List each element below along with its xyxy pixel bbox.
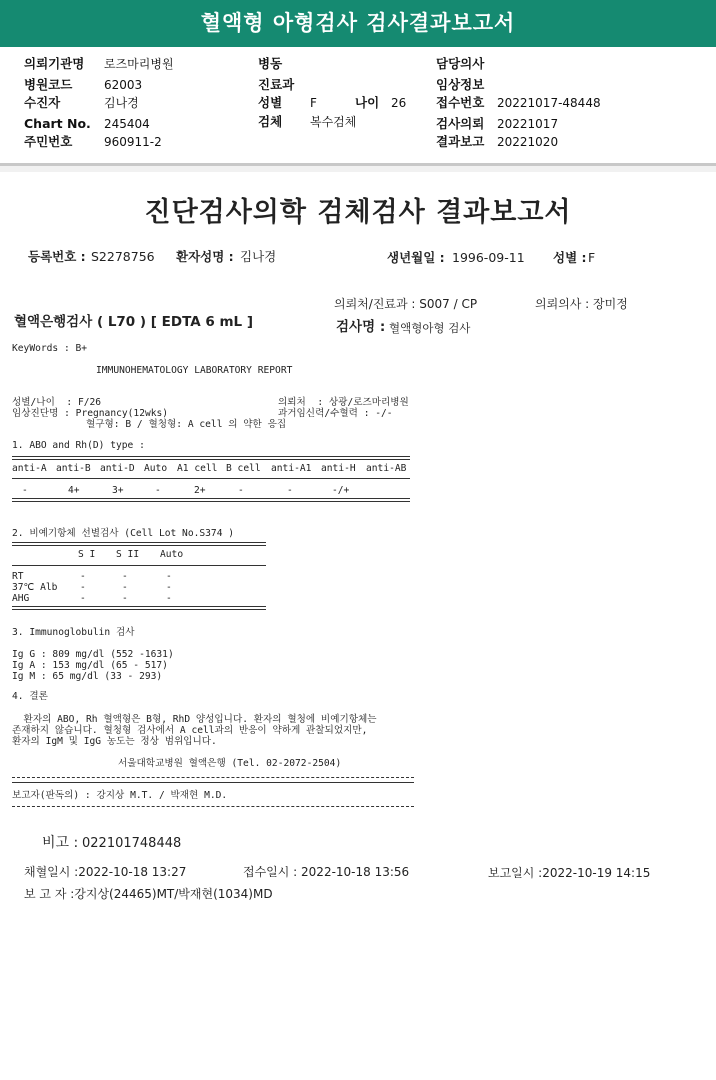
abo-value-6: - [287,485,293,496]
header-value-institution: 로즈마리병원 [104,57,174,71]
header-divider-shadow [0,166,716,172]
referring-doctor: 의뢰의사 : 장미정 [535,297,628,311]
header-label-dept: 진료과 [258,77,295,92]
patient-value: 김나경 [240,249,277,264]
collected-time: 채혈일시 :2022-10-18 13:27 [24,865,187,879]
clinical-dx: 임상진단명 : Pregnancy(12wks) [12,408,169,419]
abo-value-0: - [22,485,28,496]
abo-header-1: anti-B [56,463,91,474]
abo-rule-top [12,456,410,460]
header-value-age: 26 [391,96,407,110]
lab-title: IMMUNOHEMATOLOGY LABORATORY REPORT [96,365,293,376]
header-label-patient: 수진자 [24,95,61,110]
header-label-request: 검사의뢰 [436,116,485,131]
report-sex-value: F [588,250,596,265]
header-label-ward: 병동 [258,56,283,71]
screen-cell-0-2: - [166,571,172,582]
header-value-hospital-code: 62003 [104,78,143,92]
abo-value-4: 2+ [194,485,206,496]
screen-cell-1-2: - [166,582,172,593]
abo-header-6: anti-A1 [271,463,312,474]
footer-rule-2 [12,782,414,783]
abo-value-7: -/+ [332,485,350,496]
report-banner [0,0,716,47]
section-abo: 1. ABO and Rh(D) type : [12,440,145,451]
section-conclusion: 4. 결론 [12,691,48,702]
transfusion-history: 과거임신력/수혈력 : -/- [278,408,393,419]
header-label-clinical: 임상정보 [436,77,485,92]
referral-line: 의뢰처/진료과 : S007 / CP [334,297,478,311]
abo-header-4: A1 cell [177,463,218,474]
header-value-id: 960911-2 [104,135,162,149]
abo-value-5: - [238,485,244,496]
header-value-chart: 245404 [104,117,150,131]
dob-value: 1996-09-11 [452,250,525,265]
screen-cell-0-0: - [80,571,86,582]
screen-cell-2-0: - [80,593,86,604]
header-label-sex: 성별 [258,95,283,110]
patient-label: 환자성명 : [176,249,234,264]
screen-rule-bottom [12,606,266,610]
abo-header-2: anti-D [100,463,135,474]
test-name-label: 검사명 : [336,319,386,335]
screen-cell-0-1: - [122,571,128,582]
abo-value-2: 3+ [112,485,124,496]
screen-cell-1-0: - [80,582,86,593]
screen-row-label-2: AHG [12,593,30,604]
abo-header-5: B cell [226,463,261,474]
footer-rule-3 [12,806,414,807]
screen-header-1: S II [116,549,140,560]
screen-row-label-1: 37℃ Alb [12,582,58,593]
remark-label: 비고 : [42,835,79,851]
header-label-age: 나이 [355,95,380,110]
abo-header-7: anti-H [321,463,356,474]
banner-title: 혈액형 아형검사 검사결과보고서 [200,11,516,35]
referrer: 의뢰처 : 상광/로즈마리병원 [278,397,409,408]
lab-footer: 서울대학교병원 혈액은행 (Tel. 02-2072-2504) [118,758,342,769]
header-label-doctor: 담당의사 [436,56,485,71]
header-value-request: 20221017 [497,117,559,131]
ig-a: Ig A : 153 mg/dl (65 - 517) [12,660,168,671]
screen-rule-mid [12,565,266,566]
ig-g: Ig G : 809 mg/dl (552 -1631) [12,649,174,660]
header-label-hospital-code: 병원코드 [24,77,73,92]
footer-rule-1 [12,777,414,778]
header-value-specimen: 복수검체 [310,115,357,129]
section-antibody-screen: 2. 비예기항체 선별검사 (Cell Lot No.S374 ) [12,528,235,539]
blood-type-line: 혈구형: B / 혈청형: A cell 의 약한 응집 [86,419,287,430]
section-immunoglobulin: 3. Immunoglobulin 검사 [12,627,135,638]
header-value-patient: 김나경 [104,96,139,110]
screen-header-2: Auto [160,549,184,560]
conclusion-line-2: 존재하지 않습니다. 혈청형 검사에서 A cell과의 반응이 약하게 관찰되었지만, [12,725,368,736]
header-value-result: 20221020 [497,135,559,149]
header-value-receipt: 20221017-48448 [497,96,601,110]
report-title: 진단검사의학 검체검사 결과보고서 [144,197,572,228]
header-label-specimen: 검체 [258,114,283,129]
abo-rule-mid [12,478,410,479]
abo-header-3: Auto [144,463,168,474]
abo-header-8: anti-AB [366,463,407,474]
reporter-line: 보고자(판독의) : 강지상 M.T. / 박재현 M.D. [12,790,228,801]
abo-value-3: - [155,485,161,496]
remark-value: 022101748448 [82,836,182,851]
reporter-footer: 보 고 자 :강지상(24465)MT/박재현(1034)MD [24,887,273,901]
test-name-value: 혈액형아형 검사 [389,321,471,335]
reported-time: 보고일시 :2022-10-19 14:15 [488,866,651,880]
report-sex-label: 성별 : [553,250,587,265]
reg-label: 등록번호 : [28,249,86,264]
screen-row-label-0: RT [12,571,24,582]
conclusion-line-3: 환자의 IgM 및 IgG 농도는 정상 범위입니다. [12,736,217,747]
header-label-receipt: 접수번호 [436,95,485,110]
header-label-result: 결과보고 [436,134,485,149]
header-value-sex: F [310,96,317,110]
screen-rule-top [12,542,266,546]
sex-age: 성별/나이 : F/26 [12,397,102,408]
abo-value-1: 4+ [68,485,80,496]
abo-header-0: anti-A [12,463,47,474]
dob-label: 생년월일 : [387,250,445,265]
ig-m: Ig M : 65 mg/dl (33 - 293) [12,671,163,682]
screen-header-0: S I [78,549,96,560]
section-title: 혈액은행검사 ( L70 ) [ EDTA 6 mL ] [14,314,254,330]
screen-cell-2-1: - [122,593,128,604]
received-time: 접수일시 : 2022-10-18 13:56 [243,865,410,879]
header-label-institution: 의뢰기관명 [24,56,85,71]
conclusion-line-1: 환자의 ABO, Rh 혈액형은 B형, RhD 양성입니다. 환자의 혈청에 비예기항체는 [12,714,377,725]
keywords: KeyWords : B+ [12,343,88,354]
header-label-chart: Chart No. [24,116,91,131]
header-label-id: 주민번호 [24,134,73,149]
screen-cell-1-1: - [122,582,128,593]
reg-value: S2278756 [91,249,155,264]
screen-cell-2-2: - [166,593,172,604]
abo-rule-bottom [12,498,410,502]
